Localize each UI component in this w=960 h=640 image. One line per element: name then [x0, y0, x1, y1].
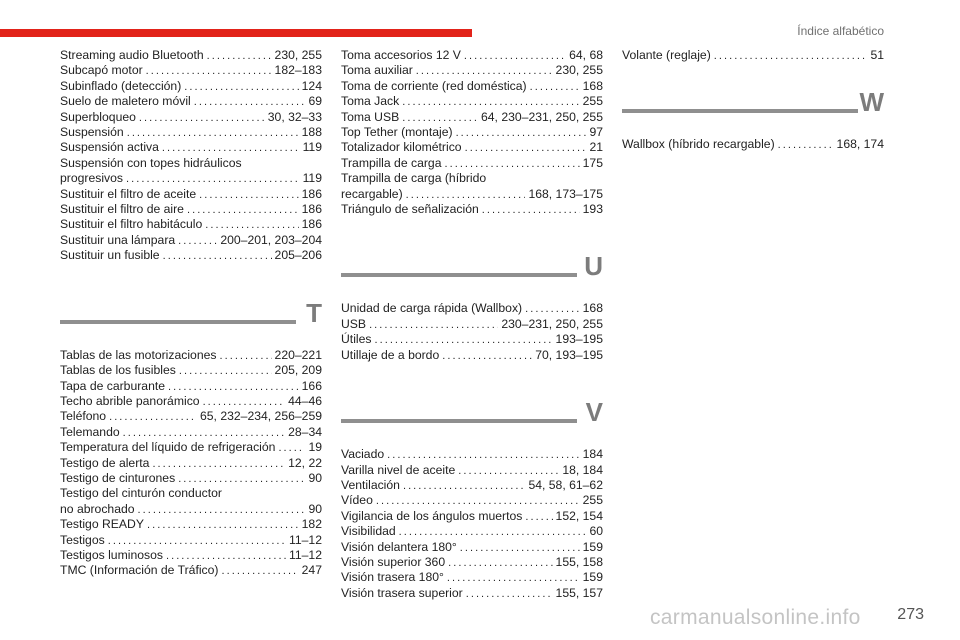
dot-leader [194, 94, 306, 106]
dot-leader [530, 79, 580, 91]
index-entry[interactable] [60, 440, 322, 455]
dot-leader [444, 156, 579, 168]
index-entry-label: Testigo de cinturones [60, 470, 176, 485]
index-entry[interactable] [622, 48, 884, 63]
index-entry[interactable] [341, 48, 603, 63]
index-entry-pages: 51 [870, 48, 884, 62]
index-entry[interactable] [60, 125, 322, 140]
index-entry[interactable] [60, 533, 322, 548]
index-entry-pages: 166 [301, 378, 322, 393]
index-entry-label: Ventilación [341, 477, 400, 492]
dot-leader [714, 48, 868, 60]
dot-leader [464, 48, 566, 60]
index-entry-label: Suspensión [60, 125, 124, 140]
index-entry-label: Superbloqueo [60, 109, 136, 124]
index-entry-pages: 230–231, 250, 255 [501, 316, 603, 331]
index-entry-pages: 44–46 [288, 393, 322, 408]
index-entry-pages: 90 [308, 470, 322, 485]
dot-leader [402, 110, 478, 122]
dot-leader [163, 248, 272, 260]
index-entry-label: Volante (reglaje) [622, 48, 711, 62]
index-entry-pages: 168 [582, 78, 603, 93]
index-entry[interactable] [60, 110, 322, 125]
index-entry-pages: 186 [301, 217, 322, 232]
index-entry[interactable] [60, 456, 322, 471]
section-letter: T [306, 297, 322, 328]
index-entry-label: Visión superior 360 [341, 554, 446, 569]
index-entry[interactable] [341, 94, 603, 109]
index-entry-pages: 64, 68 [569, 48, 603, 62]
index-section-u [341, 251, 603, 363]
index-entry[interactable] [341, 63, 603, 78]
index-entry[interactable] [60, 94, 322, 109]
index-entry-pages: 193 [582, 202, 603, 217]
index-entry-first-line: Suspensión con topes hidráulicos [60, 155, 242, 170]
index-entry-label: Tapa de carburante [60, 378, 166, 393]
dot-leader [109, 409, 197, 421]
index-entry-pages: 193–195 [555, 332, 603, 347]
index-entry-label: Sustituir el filtro de aceite [60, 186, 197, 201]
index-entry-label: Testigos [60, 532, 105, 547]
index-entry-pages: 255 [582, 94, 603, 109]
index-entry[interactable] [341, 348, 603, 363]
index-entry-pages: 28–34 [288, 424, 322, 439]
index-column-2 [341, 48, 603, 601]
index-entry[interactable] [341, 125, 603, 140]
index-entry-pages: 65, 232–234, 256–259 [200, 409, 322, 424]
index-entry-pages: 247 [301, 563, 322, 578]
index-entry-pages: 90 [308, 501, 322, 516]
index-entry-label: Visión trasera superior [341, 585, 463, 600]
index-entry[interactable] [60, 63, 322, 78]
index-entry[interactable] [341, 156, 603, 171]
index-entry-pages: 64, 230–231, 250, 255 [481, 109, 603, 124]
index-entry-label: Suspensión activa [60, 140, 159, 155]
dot-leader [126, 171, 300, 183]
index-entry-pages: 230, 255 [555, 63, 603, 78]
index-column-1 [60, 48, 322, 579]
index-entry-label: Varilla nivel de aceite [341, 462, 456, 477]
section-letter: W [859, 87, 884, 118]
section-divider [341, 419, 577, 423]
index-entry-pages: 159 [582, 570, 603, 585]
index-entry-pages: 60 [589, 524, 603, 539]
dot-leader [374, 332, 552, 344]
index-entry[interactable] [60, 217, 322, 232]
index-entry-pages: 186 [301, 202, 322, 217]
index-entry-label: progresivos [60, 171, 123, 186]
index-section-v [341, 397, 603, 601]
dot-leader [147, 517, 299, 529]
index-entry-label: Triángulo de señalización [341, 202, 479, 217]
index-entry[interactable] [60, 248, 322, 263]
index-entry[interactable] [341, 202, 603, 217]
dot-leader [187, 202, 299, 214]
index-entry-label: Teléfono [60, 409, 107, 424]
index-entry-label: TMC (Información de Tráfico) [60, 563, 219, 578]
dot-leader [168, 379, 299, 391]
index-entry-pages: 182–183 [274, 63, 322, 78]
dot-leader [221, 563, 298, 575]
index-entry-pages: 200–201, 203–204 [220, 232, 322, 247]
index-entry-label: Utillaje de a bordo [341, 347, 440, 362]
index-entry-label: Streaming audio Bluetooth [60, 48, 204, 62]
index-entry[interactable] [60, 187, 322, 202]
index-entry-label: Subcapó motor [60, 63, 143, 78]
index-entry-pages: 220–221 [274, 347, 322, 362]
index-entry[interactable] [341, 301, 603, 316]
dot-leader [138, 502, 306, 514]
index-entry[interactable] [60, 517, 322, 532]
dot-leader [442, 348, 532, 360]
dot-leader [456, 125, 587, 137]
index-entry-first-line: Trampilla de carga (híbrido [341, 171, 487, 186]
index-entry-label: no abrochado [60, 501, 135, 516]
index-entry-pages: 175 [582, 155, 603, 170]
index-entry[interactable] [341, 332, 603, 347]
index-entry-label: Visión trasera 180° [341, 570, 444, 585]
index-entry-label: Tablas de las motorizaciones [60, 347, 217, 362]
index-entry[interactable] [341, 555, 603, 570]
dot-leader [184, 79, 298, 91]
index-entry-pages: 168, 174 [836, 137, 884, 152]
index-section-continued [341, 48, 603, 217]
index-entry[interactable] [341, 540, 603, 555]
index-entry-pages: 159 [582, 539, 603, 554]
index-entry[interactable] [341, 79, 603, 94]
dot-leader [465, 140, 587, 152]
dot-leader [178, 471, 305, 483]
index-entry[interactable] [60, 171, 322, 186]
dot-leader [525, 301, 580, 313]
section-letter: V [585, 397, 603, 428]
dot-leader [179, 363, 272, 375]
index-entry-pages: 21 [589, 140, 603, 155]
index-entry-label: Vaciado [341, 447, 385, 462]
index-entry-label: Vigilancia de los ángulos muertos [341, 508, 523, 523]
dot-leader [152, 456, 285, 468]
header-accent-bar [0, 29, 472, 37]
index-entry-pages: 12, 22 [288, 455, 322, 470]
index-entry-label: Testigos luminosos [60, 547, 163, 562]
index-entry-label: Telemando [60, 424, 120, 439]
index-section-t [60, 297, 322, 579]
index-entry-pages: 119 [302, 171, 322, 186]
index-entry[interactable] [341, 570, 603, 585]
dot-leader [178, 233, 217, 245]
index-entry[interactable] [60, 471, 322, 486]
dot-leader [458, 463, 559, 475]
section-divider [622, 109, 858, 113]
dot-leader [108, 533, 286, 545]
index-entry[interactable] [60, 548, 322, 563]
index-entry-pages: 30, 32–33 [267, 109, 322, 124]
index-entry-pages: 97 [589, 125, 603, 140]
index-entry-pages: 168 [582, 301, 603, 316]
index-entry-first-line: Testigo del cinturón conductor [60, 486, 222, 501]
page-header-title: Índice alfabético [797, 24, 884, 38]
dot-leader [146, 63, 272, 75]
index-entry-pages: 205, 209 [274, 363, 322, 378]
index-entry-label: Sustituir el filtro de aire [60, 202, 184, 217]
watermark: carmanualsonline.info [650, 606, 861, 629]
index-entry-label: Techo abrible panorámico [60, 393, 200, 408]
dot-leader [778, 137, 834, 149]
index-entry-pages: 119 [302, 140, 322, 155]
index-entry-pages: 205–206 [274, 248, 322, 263]
dot-leader [447, 570, 580, 582]
section-header [341, 397, 603, 437]
index-entry-pages: 230, 255 [274, 48, 322, 62]
index-entry-pages: 255 [582, 493, 603, 508]
index-entry[interactable] [341, 524, 603, 539]
index-entry[interactable] [341, 447, 603, 462]
index-entry-pages: 19 [308, 440, 322, 455]
index-entry-pages: 152, 154 [555, 508, 603, 523]
index-entry-label: Toma auxiliar [341, 63, 413, 78]
section-letter: U [584, 251, 603, 282]
index-entry-pages: 69 [308, 94, 322, 109]
index-entry[interactable] [60, 379, 322, 394]
dot-leader [139, 110, 265, 122]
index-entry-label: Visibilidad [341, 524, 396, 539]
index-entry-label: Wallbox (híbrido recargable) [622, 137, 775, 152]
index-entry-pages: 11–12 [289, 532, 322, 547]
index-entry-label: Testigo de alerta [60, 455, 150, 470]
dot-leader [166, 548, 286, 560]
index-entry-label: Toma de corriente (red doméstica) [341, 78, 527, 93]
section-divider [341, 273, 577, 277]
dot-leader [162, 140, 300, 152]
section-header [622, 87, 884, 127]
section-header [60, 297, 322, 338]
index-entry[interactable] [341, 140, 603, 155]
dot-leader [460, 540, 580, 552]
index-entry-label: Toma USB [341, 109, 400, 124]
dot-leader [406, 187, 526, 199]
index-entry[interactable] [341, 110, 603, 125]
index-entry-label: Tablas de los fusibles [60, 363, 176, 378]
index-entry[interactable] [60, 48, 322, 63]
index-entry-pages: 186 [301, 186, 322, 201]
index-entry[interactable] [60, 502, 322, 517]
index-entry[interactable] [60, 563, 322, 578]
index-entry[interactable] [341, 187, 603, 202]
index-entry-label: Testigo READY [60, 517, 144, 532]
dot-leader [525, 509, 552, 521]
section-header [341, 251, 603, 291]
index-entry-pages: 124 [301, 78, 322, 93]
index-entry[interactable] [341, 478, 603, 493]
index-entry-label: Temperatura del líquido de refrigeración [60, 440, 276, 455]
dot-leader [387, 447, 580, 459]
dot-leader [127, 125, 299, 137]
index-entry[interactable] [622, 137, 884, 152]
index-entry-label: Sustituir un fusible [60, 248, 160, 263]
index-entry-pages: 54, 58, 61–62 [528, 477, 603, 492]
dot-leader [466, 586, 553, 598]
index-entry-label: Sustituir una lámpara [60, 232, 176, 247]
dot-leader [205, 217, 298, 229]
dot-leader [207, 48, 272, 60]
index-entry[interactable] [60, 394, 322, 409]
index-entry-label: Unidad de carga rápida (Wallbox) [341, 301, 523, 316]
index-entry-pages: 184 [582, 447, 603, 462]
index-entry-label: Visión delantera 180° [341, 539, 457, 554]
index-entry-label: Vídeo [341, 493, 373, 508]
index-entry[interactable] [60, 202, 322, 217]
dot-leader [403, 478, 525, 490]
index-entry-pages: 168, 173–175 [528, 186, 603, 201]
index-entry[interactable] [60, 233, 322, 248]
index-entry-pages: 11–12 [289, 547, 322, 562]
dot-leader [369, 317, 498, 329]
dot-leader [123, 425, 285, 437]
index-entry-label: Útiles [341, 332, 372, 347]
index-entry[interactable] [60, 425, 322, 440]
index-entry-pages: 18, 184 [562, 462, 603, 477]
index-entry-label: Sustituir el filtro habitáculo [60, 217, 203, 232]
index-section-continued [60, 48, 322, 264]
page-number: 273 [897, 606, 924, 623]
index-entry-pages: 155, 158 [555, 554, 603, 569]
index-entry-label: Totalizador kilométrico [341, 140, 462, 155]
index-entry[interactable] [341, 317, 603, 332]
index-entry-label: Trampilla de carga [341, 155, 442, 170]
index-entry[interactable] [60, 348, 322, 363]
index-entry[interactable] [60, 79, 322, 94]
index-section-w [622, 87, 884, 152]
dot-leader [482, 202, 580, 214]
index-entry-label: USB [341, 316, 367, 331]
dot-leader [199, 187, 298, 199]
index-entry-label: Toma accesorios 12 V [341, 48, 461, 62]
index-entry-label: Subinflado (detección) [60, 78, 182, 93]
index-entry[interactable] [60, 363, 322, 378]
index-entry-label: recargable) [341, 186, 403, 201]
index-section-continued [622, 48, 884, 63]
dot-leader [402, 94, 579, 106]
dot-leader [399, 524, 587, 536]
index-entry[interactable] [341, 463, 603, 478]
section-divider [60, 320, 296, 324]
index-entry-label: Suelo de maletero móvil [60, 94, 191, 109]
dot-leader [278, 440, 305, 452]
index-entry-label: Top Tether (montaje) [341, 125, 453, 140]
dot-leader [376, 493, 580, 505]
dot-leader [203, 394, 286, 406]
dot-leader [448, 555, 552, 567]
index-entry-pages: 155, 157 [555, 585, 603, 600]
index-entry[interactable] [341, 493, 603, 508]
index-entry[interactable] [60, 140, 322, 155]
index-entry-pages: 70, 193–195 [535, 347, 603, 362]
index-entry[interactable] [60, 409, 322, 424]
dot-leader [416, 63, 553, 75]
index-entry[interactable] [341, 586, 603, 601]
index-column-3 [622, 48, 884, 153]
dot-leader [219, 348, 271, 360]
index-entry-label: Toma Jack [341, 94, 400, 109]
index-entry[interactable] [341, 509, 603, 524]
index-entry-pages: 188 [301, 125, 322, 140]
index-entry-pages: 182 [301, 517, 322, 532]
